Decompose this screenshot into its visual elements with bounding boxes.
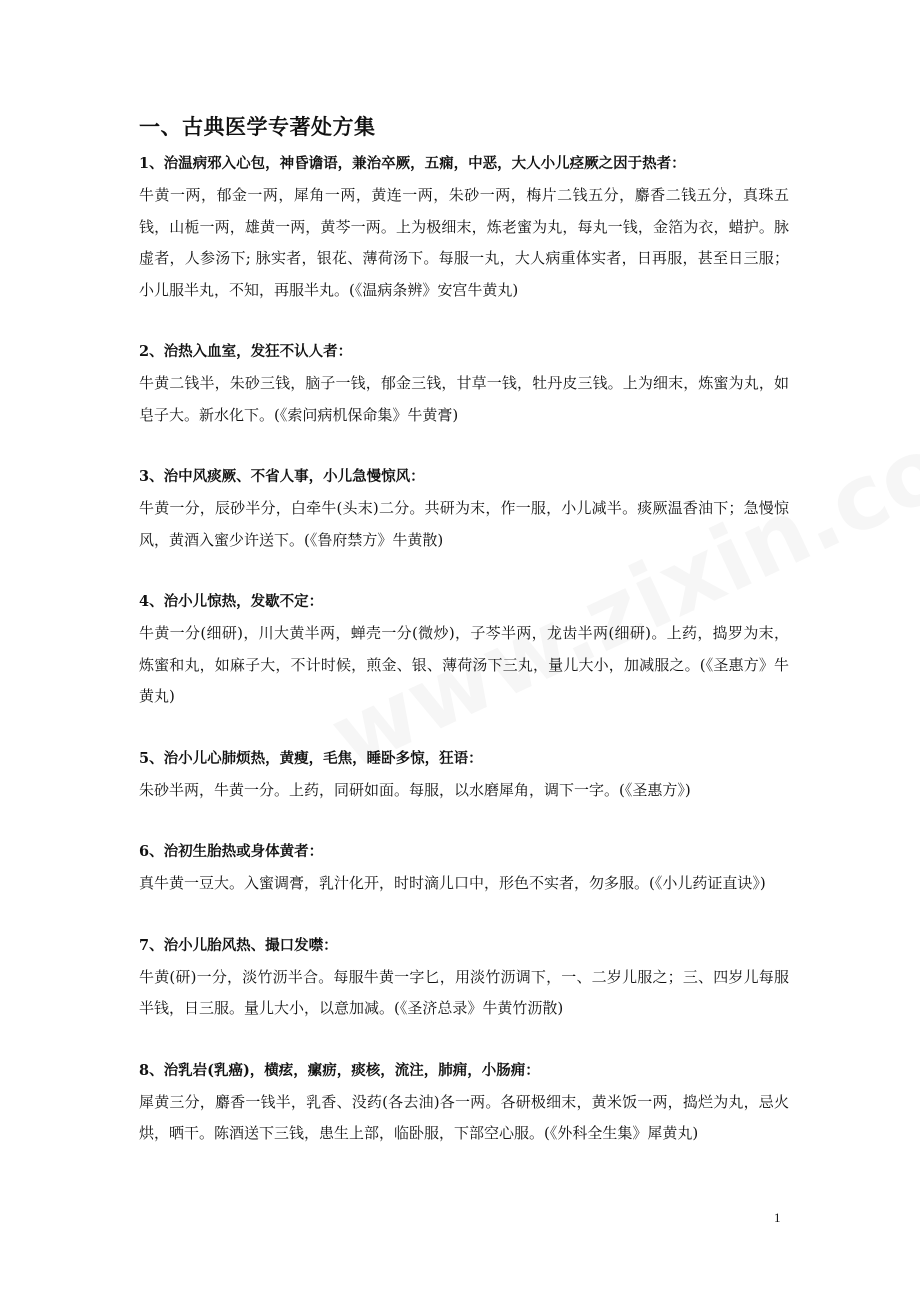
prescription-section-6	[139, 836, 789, 900]
prescription-section-5	[139, 743, 789, 807]
section-heading: 1、治温病邪入心包，神昏谵语，兼治卒厥，五痫，中恶，大人小儿痉厥之因于热者：	[139, 155, 686, 172]
section-body: 牛黄一两，郁金一两，犀角一两，黄连一两，朱砂一两，梅片二钱五分，麝香二钱五分，真珠五钱，山栀一两，雄黄一两，黄芩一两。上为极细末，炼老蜜为丸，每丸一钱，金箔为衣，蜡护。脉虚者，人参汤下; 脉实者，银花、薄荷汤下。每服一丸，大人病重体实者，日再服，甚至日三服；小儿服半丸，不知，再服半丸。(《温病条辨》安宫牛黄丸)	[139, 186, 789, 299]
prescription-section-3	[139, 461, 789, 556]
section-heading: 6、治初生胎热或身体黄者：	[139, 843, 324, 860]
section-body: 真牛黄一豆大。入蜜调膏，乳汁化开，时时滴儿口中，形色不实者，勿多服。(《小儿药证直诀》)	[139, 874, 766, 892]
prescription-section-1	[139, 148, 789, 306]
prescription-section-7	[139, 930, 789, 1025]
section-heading: 5、治小儿心肺烦热，黄瘦，毛焦，睡卧多惊，狂语：	[139, 749, 483, 767]
document-page	[139, 112, 789, 1180]
prescription-section-8	[139, 1055, 789, 1150]
prescription-section-4	[139, 586, 789, 713]
section-body: 犀黄三分，麝香一钱半，乳香、没药(各去油)各一两。各研极细末，黄米饭一两，捣烂为丸，忌火烘，晒干。陈酒送下三钱，患生上部，临卧服，下部空心服。(《外科全生集》犀黄丸)	[139, 1092, 789, 1142]
section-body: 朱砂半两，牛黄一分。上药，同研如面。每服，以水磨犀角，调下一字。(《圣惠方》)	[139, 780, 691, 799]
section-body: 牛黄二钱半，朱砂三钱，脑子一钱，郁金三钱，甘草一钱，牡丹皮三钱。上为细末，炼蜜为丸，如皂子大。新水化下。(《索问病机保命集》牛黄膏)	[139, 374, 789, 424]
section-body: 牛黄一分(细研)，川大黄半两，蝉壳一分(微炒)，子芩半两，龙齿半两(细研)。上药，捣罗为末，炼蜜和丸，如麻子大，不计时候，煎金、银、薄荷汤下三丸，量儿大小，加减服之。(《圣惠方》牛黄丸)	[139, 624, 789, 705]
section-heading: 8、治乳岩(乳癌)，横痃，瘰疬，痰核，流注，肺痈，小肠痈：	[139, 1061, 540, 1079]
document-title: 一、古典医学专著处方集	[139, 114, 376, 139]
prescription-section-2	[139, 336, 789, 431]
section-heading: 4、治小儿惊热，发歇不定：	[139, 593, 324, 610]
section-body: 牛黄(研)一分，淡竹沥半合。每服牛黄一字匕，用淡竹沥调下，一、二岁儿服之；三、四岁儿每服半钱，日三服。量儿大小，以意加减。(《圣济总录》牛黄竹沥散)	[139, 967, 789, 1017]
section-heading: 7、治小儿胎风热、撮口发噤：	[139, 936, 338, 954]
section-body: 牛黄一分，辰砂半分，白牵牛(头末)二分。共研为末，作一服，小儿减半。痰厥温香油下；急慢惊风，黄酒入蜜少许送下。(《鲁府禁方》牛黄散)	[139, 499, 789, 549]
page-number: 1	[774, 1210, 781, 1225]
section-heading: 3、治中风痰厥、不省人事，小儿急慢惊风：	[139, 468, 425, 485]
section-heading: 2、治热入血室，发狂不认人者：	[139, 343, 353, 360]
